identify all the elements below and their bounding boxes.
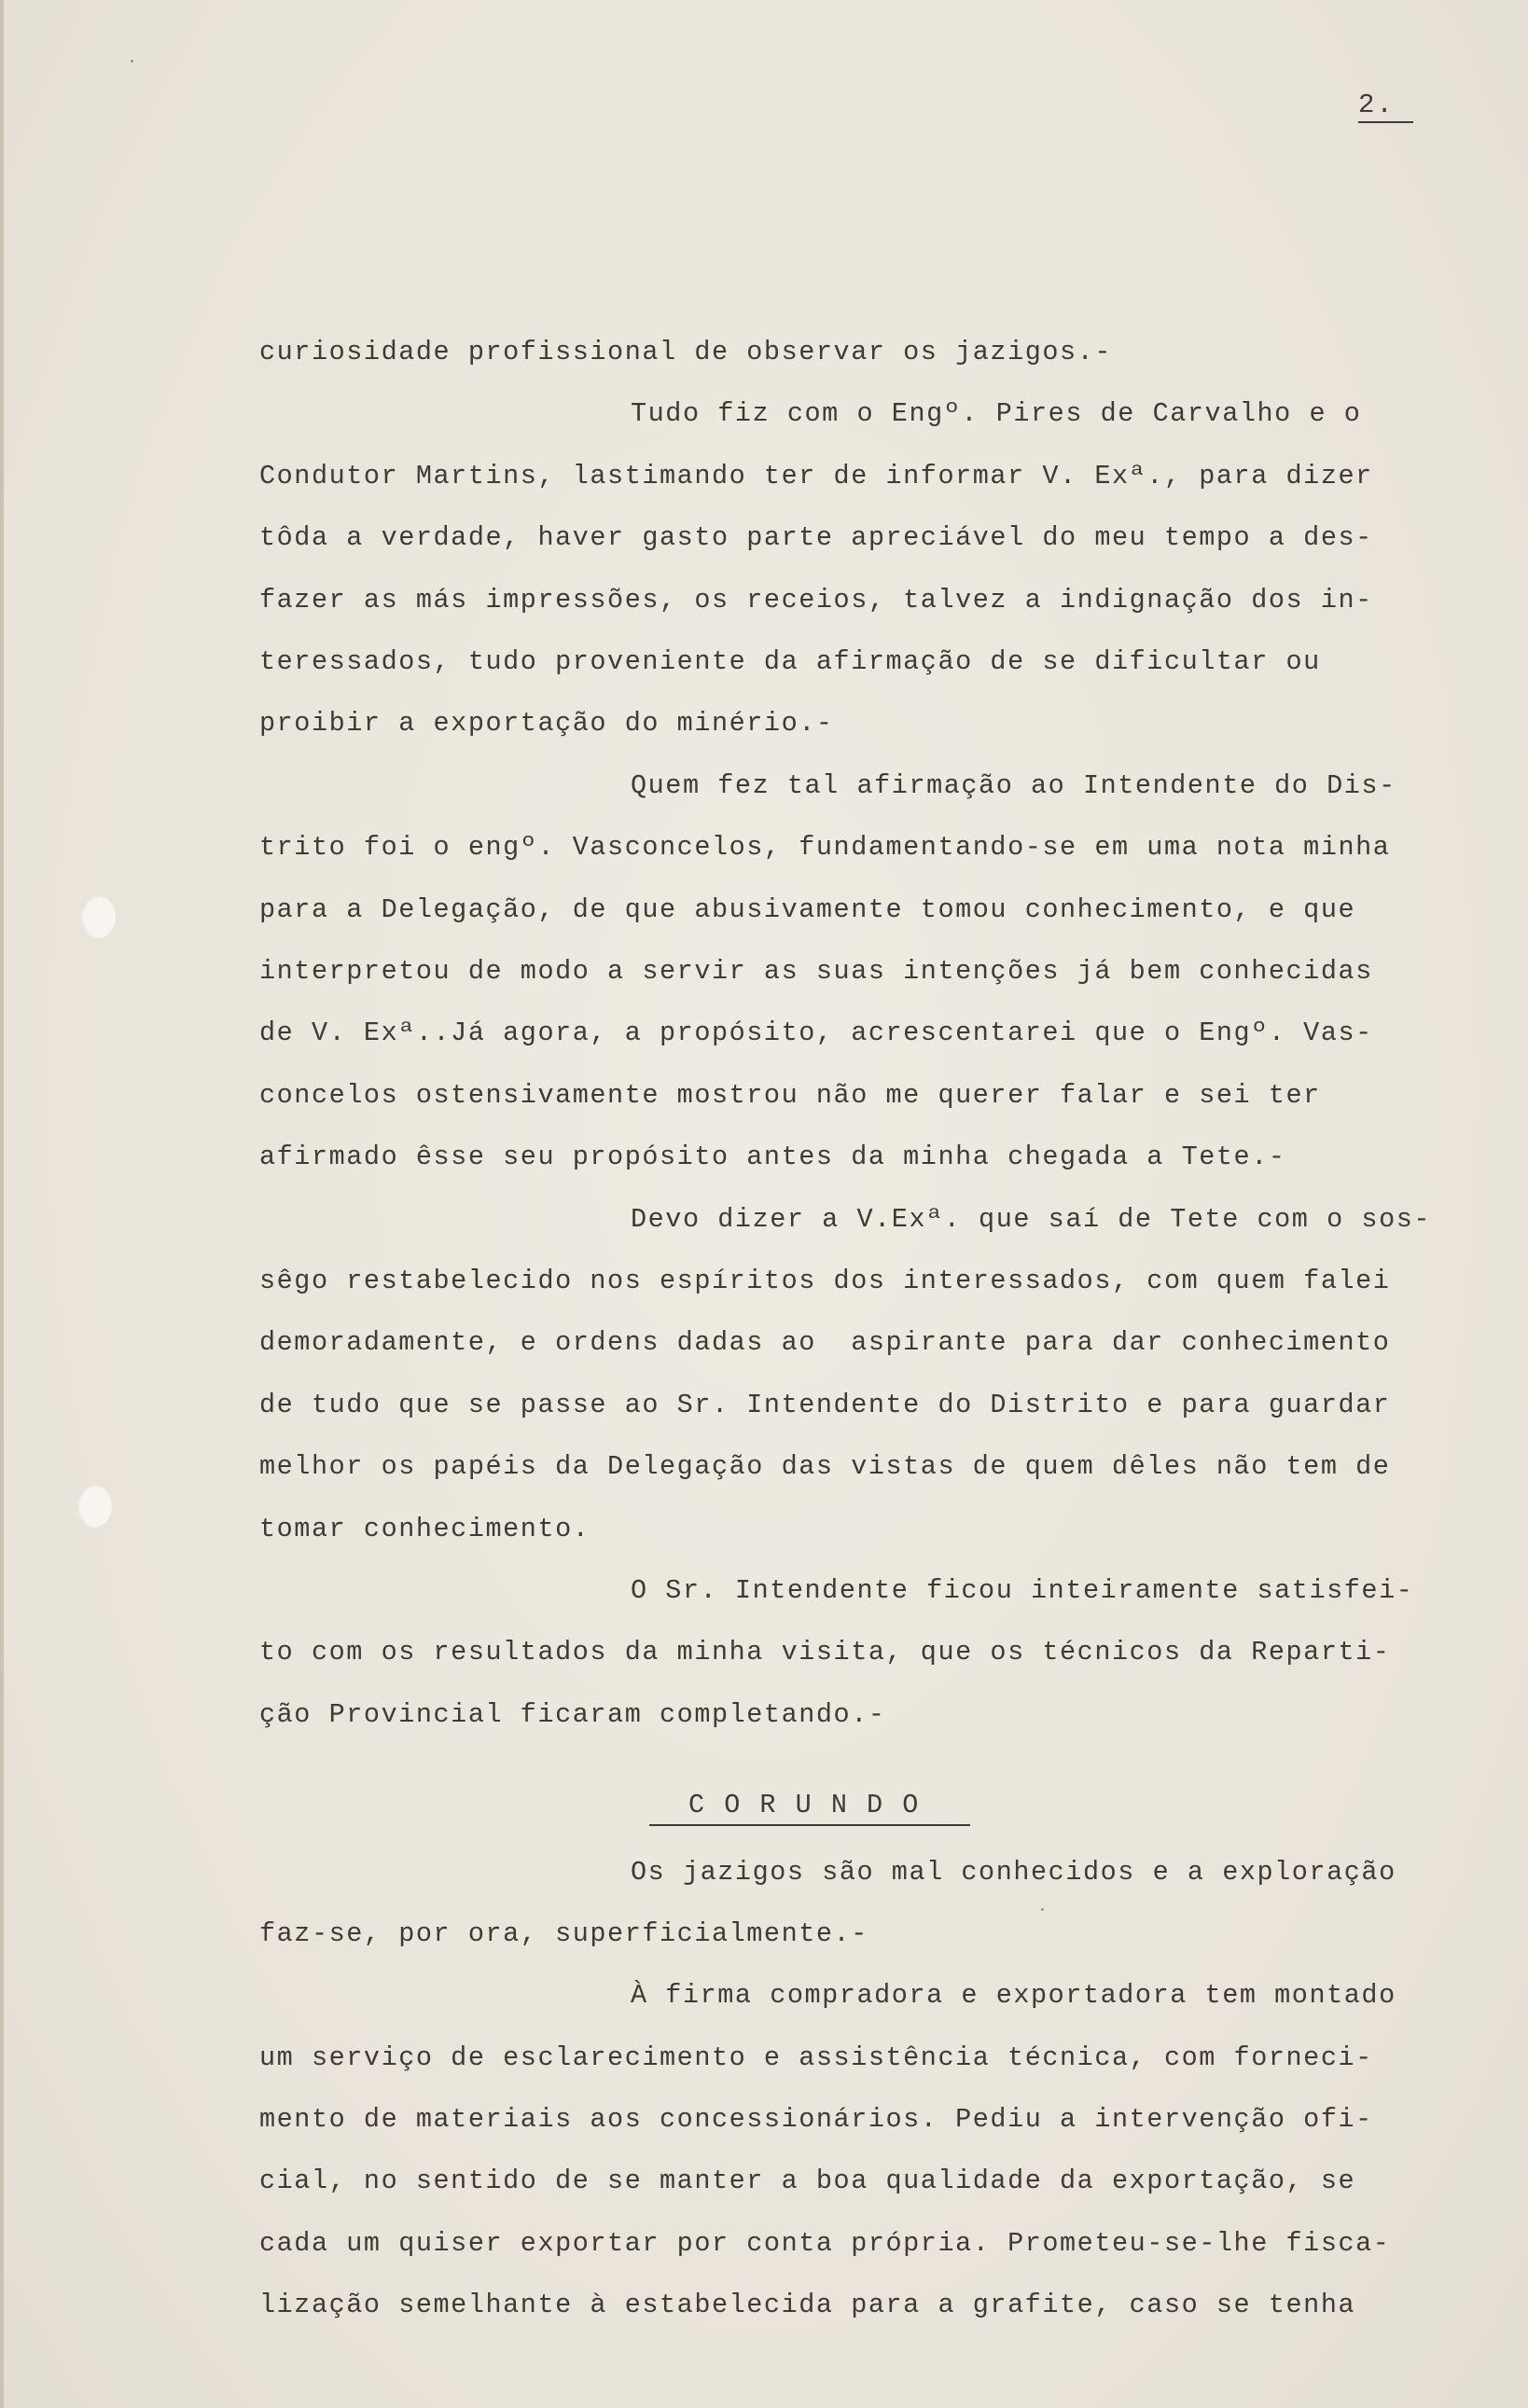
text-line: trito foi o engº. Vasconcelos, fundamentando-se em uma nota minha — [259, 832, 1391, 863]
text-line: teressados, tudo proveniente da afirmação de se dificultar ou — [259, 646, 1321, 677]
text-line: melhor os papéis da Delegação das vistas de quem dêles não tem de — [259, 1451, 1391, 1482]
text-line: para a Delegação, de que abusivamente tomou conhecimento, e que — [259, 894, 1356, 925]
text-line: fazer as más impressões, os receios, talvez a indignação dos in- — [259, 585, 1373, 616]
section-heading-text: C O R U N D O — [688, 1790, 921, 1820]
text-line: O Sr. Intendente ficou inteiramente satisfei- — [631, 1575, 1414, 1606]
text-line: de tudo que se passe ao Sr. Intendente do Distrito e para guardar — [259, 1390, 1391, 1420]
paper-speck — [131, 60, 133, 62]
text-line: interpretou de modo a servir as suas intenções já bem conhecidas — [259, 956, 1373, 987]
text-line: lização semelhante à estabelecida para a grafite, caso se tenha — [259, 2290, 1356, 2320]
text-line: faz-se, por ora, superficialmente.- — [259, 1918, 868, 1949]
text-line: À firma compradora e exportadora tem montado — [631, 1980, 1396, 2011]
text-line: tomar conhecimento. — [259, 1514, 590, 1544]
text-line: Devo dizer a V.Exª. que saí de Tete com o sos- — [631, 1204, 1432, 1235]
paper-speck — [1041, 1908, 1044, 1911]
text-line: ção Provincial ficaram completando.- — [259, 1699, 886, 1730]
text-line: Condutor Martins, lastimando ter de informar V. Exª., para dizer — [259, 461, 1373, 491]
text-line: cial, no sentido de se manter a boa qualidade da exportação, se — [259, 2166, 1356, 2196]
page-number: 2. — [1358, 90, 1413, 123]
text-line: de V. Exª..Já agora, a propósito, acrescentarei que o Engº. Vas- — [259, 1017, 1373, 1048]
text-line: um serviço de esclarecimento e assistência técnica, com forneci- — [259, 2042, 1373, 2073]
text-line: demoradamente, e ordens dadas ao aspirante para dar conhecimento — [259, 1327, 1391, 1358]
punch-hole-bottom — [76, 1485, 112, 1528]
punch-hole-top — [80, 895, 116, 938]
text-line: Tudo fiz com o Engº. Pires de Carvalho e o — [631, 398, 1362, 429]
text-line: sêgo restabelecido nos espíritos dos interessados, com quem falei — [259, 1266, 1391, 1296]
text-line: mento de materiais aos concessionários. Pediu a intervenção ofi- — [259, 2104, 1373, 2135]
text-line: tôda a verdade, haver gasto parte apreciável do meu tempo a des- — [259, 522, 1373, 553]
text-line: cada um quiser exportar por conta própria. Prometeu-se-lhe fisca- — [259, 2228, 1391, 2259]
section-heading — [649, 1789, 970, 1826]
text-line: curiosidade profissional de observar os jazigos.- — [259, 337, 1112, 367]
text-line: to com os resultados da minha visita, que os técnicos da Reparti- — [259, 1637, 1391, 1668]
text-line: Os jazigos são mal conhecidos e a exploração — [631, 1857, 1396, 1888]
page-left-edge — [0, 0, 4, 2408]
text-line: proibir a exportação do minério.- — [259, 708, 834, 739]
text-line: concelos ostensivamente mostrou não me querer falar e sei ter — [259, 1080, 1321, 1111]
text-line: Quem fez tal afirmação ao Intendente do Dis- — [631, 770, 1396, 801]
text-line: afirmado êsse seu propósito antes da minha chegada a Tete.- — [259, 1142, 1286, 1172]
